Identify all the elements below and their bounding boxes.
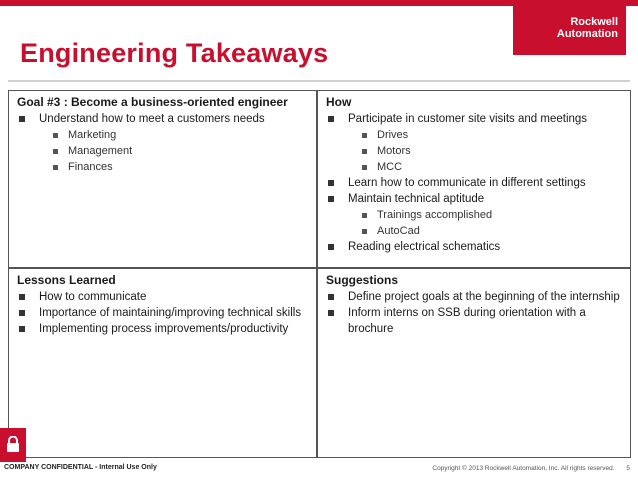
suggestions-title: Suggestions	[326, 273, 399, 287]
bullet-icon	[19, 294, 25, 300]
sub-list-item-text: AutoCad	[377, 225, 420, 237]
list-item	[318, 239, 620, 255]
list-item-text: Define project goals at the beginning of the internship	[348, 291, 620, 303]
list-item-text: Reading electrical schematics	[348, 241, 501, 253]
list-item-text: Inform interns on SSB during orientation with a brochure	[348, 307, 586, 335]
confidential-badge	[0, 428, 26, 462]
bullet-icon	[19, 116, 25, 122]
sub-list-item-text: Marketing	[68, 129, 117, 141]
list-item	[9, 111, 306, 127]
list-item	[318, 289, 620, 305]
list-item	[318, 175, 620, 191]
list-item	[9, 305, 306, 321]
list-item	[9, 321, 306, 337]
list-item	[318, 111, 620, 127]
list-item-text: Understand how to meet a customers needs	[39, 113, 265, 125]
sub-list-item	[318, 207, 630, 223]
how-list	[318, 111, 630, 255]
list-item-text: How to communicate	[39, 291, 147, 303]
suggestions-panel	[317, 268, 631, 458]
goal-list	[9, 111, 316, 175]
bullet-icon	[19, 326, 25, 332]
copyright-text: Copyright © 2013 Rockwell Automation, Inc. All rights reserved.	[432, 465, 615, 472]
how-panel	[317, 90, 631, 268]
sub-list-item	[318, 127, 630, 143]
list-item-text: Importance of maintaining/improving technical skills	[39, 307, 302, 319]
sub-list-item	[318, 159, 630, 175]
sub-bullet-icon	[53, 165, 58, 170]
bullet-icon	[328, 116, 334, 122]
lessons-title: Lessons Learned	[17, 273, 116, 287]
sub-list-item	[9, 127, 316, 143]
sub-list-item-text: Trainings accomplished	[377, 209, 493, 221]
sub-list-item	[318, 143, 630, 159]
bullet-icon	[328, 180, 334, 186]
lessons-list	[9, 289, 316, 337]
sub-bullet-icon	[53, 133, 58, 138]
sub-bullet-icon	[362, 229, 367, 234]
logo-line-1: Rockwell	[570, 16, 618, 28]
rockwell-logo	[513, 6, 626, 55]
bullet-icon	[328, 244, 334, 250]
sub-list-item-text: Motors	[377, 145, 411, 157]
copyright-footer	[432, 465, 630, 472]
goal-title: Goal #3 : Become a business-oriented engineer	[17, 95, 288, 109]
sub-list-item-text: Drives	[377, 129, 409, 141]
lessons-panel	[8, 268, 317, 458]
sub-list-item	[9, 143, 316, 159]
list-item-text: Implementing process improvements/productivity	[39, 323, 289, 335]
sub-bullet-icon	[53, 149, 58, 154]
list-item-text: Learn how to communicate in different settings	[348, 177, 586, 189]
page-number: 5	[626, 465, 630, 472]
sub-list-item-text: MCC	[377, 161, 403, 173]
list-item-text: Maintain technical aptitude	[348, 193, 485, 205]
list-item	[318, 305, 620, 337]
page-title: Engineering Takeaways	[20, 38, 329, 68]
goal-panel	[8, 90, 317, 268]
title-divider	[8, 80, 630, 82]
list-item	[9, 289, 306, 305]
sub-bullet-icon	[362, 149, 367, 154]
bullet-icon	[328, 196, 334, 202]
sub-bullet-icon	[362, 165, 367, 170]
logo-line-2: Automation	[556, 28, 618, 40]
list-item-text: Participate in customer site visits and meetings	[348, 113, 588, 125]
confidential-notice: COMPANY CONFIDENTIAL - Internal Use Only	[4, 464, 157, 471]
bullet-icon	[328, 310, 334, 316]
sub-list-item	[9, 159, 316, 175]
list-item	[318, 191, 620, 207]
how-title: How	[326, 95, 352, 109]
bullet-icon	[19, 310, 25, 316]
lock-icon	[6, 436, 20, 452]
sub-list-item-text: Finances	[68, 161, 113, 173]
bullet-icon	[328, 294, 334, 300]
sub-bullet-icon	[362, 133, 367, 138]
suggestions-list	[318, 289, 630, 337]
sub-list-item-text: Management	[68, 145, 133, 157]
sub-list-item	[318, 223, 630, 239]
sub-bullet-icon	[362, 213, 367, 218]
